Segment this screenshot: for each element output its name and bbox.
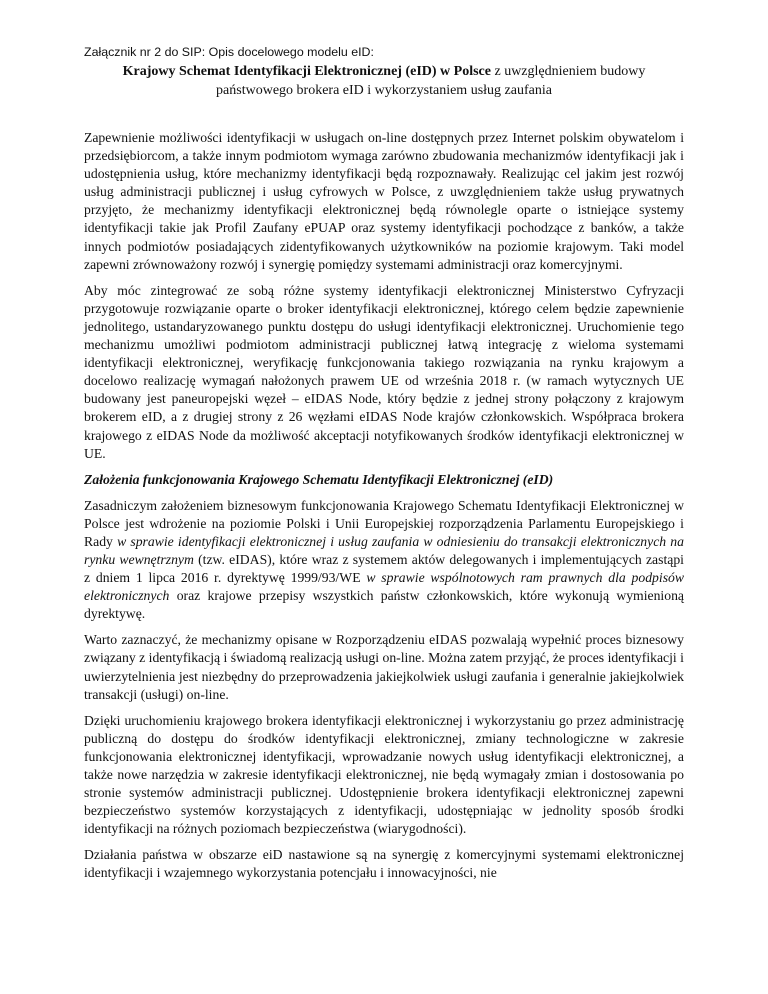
paragraph-eidas-note: Warto zaznaczyć, że mechanizmy opisane w Rozporządzeniu eIDAS pozwalają wypełnić proces biznesowy związany z identyfikacją i świadomą realizacją usługi on-line. Można zatem przyjąć, że proces identyfikacji i uwierzytelnienia jest niezbędny do przeprowadzenia jakiejkolwiek usługi zaufania i generalnie jakiejkolwiek transakcji (usługi) on-line.: [84, 632, 684, 702]
document-title-rest: z uwzględnieniem budowy państwowego brokera eID i wykorzystaniem usług zaufania: [216, 64, 646, 98]
assumptions-italic-1: w sprawie identyfikacji elektronicznej i usług zaufania w odniesieniu do transakcji elektronicznych na rynku wewnętrznym: [84, 533, 684, 567]
document-title-bold: Krajowy Schemat Identyfikacji Elektronicznej (eID) w Polsce: [122, 64, 491, 79]
paragraph-intro: Zapewnienie możliwości identyfikacji w usługach on-line dostępnych przez Internet polskim obywatelom i przedsiębiorcom, a także innym podmiotom wymaga zarówno zbudowania mechanizmów identyfikacji jak i udostępnienia usług, które mechanizmy identyfikacji będą rozpoznawały. Realizując cel jakim jest rozwój usług administracji publicznej i usług cyfrowych w Polsce, z uwzględnieniem także usług prywatnych przyjęto, że mechanizmy identyfikacji elektronicznej będą równolegle oparte o istniejące systemy identyfikacji takie jak Profil Zaufany ePUAP oraz systemy identyfikacji pochodzące z banków, a także innych podmiotów posiadających zidentyfikowanych użytkowników na poziomie krajowym. Taki model zapewni zrównoważony rozwój i synergię pomiędzy systemami administracji oraz komercyjnymi.: [84, 130, 684, 272]
assumptions-text-3: oraz krajowe przepisy wszystkich państw członkowskich, które wykonują wymienioną dyrektywę.: [84, 588, 684, 622]
assumptions-text-1: Zasadniczym założeniem biznesowym funkcjonowania Krajowego Schematu Identyfikacji Elektronicznej w Polsce jest wdrożenie na poziomie Polski i Unii Europejskiej rozporządzenia Parlamentu Europejskiego i Rady: [84, 497, 684, 549]
assumptions-text-2: (tzw. eIDAS), które wraz z systemem aktów delegowanych i implementujących zastąpi z dniem 1 lipca 2016 r. dyrektywę 1999/93/WE: [84, 551, 684, 586]
paragraph-state-actions: Działania państwa w obszarze eiD nastawione są na synergię z komercyjnymi systemami elektronicznej identyfikacji i wzajemnego wykorzystania potencjału i innowacyjności, nie: [84, 847, 684, 881]
paragraph-broker-benefits: Dzięki uruchomieniu krajowego brokera identyfikacji elektronicznej i wykorzystaniu go przez administrację publiczną do dostępu do środków identyfikacji elektronicznej, zmiany technologiczne w zakresie funkcjonowania elektronicznej identyfikacji, wprowadzanie nowych usług identyfikacji elektronicznej, a także nowe narzędzia w zakresie identyfikacji elektronicznej, nie będą wymagały zmian i dostosowania po stronie systemów administracji publicznej. Udostępnienie brokera identyfikacji elektronicznej zapewni bezpieczeństwo systemów korzystających z identyfikacji, udostępniając w jednolity sposób środki identyfikacji na różnych poziomach bezpieczeństwa (wiarygodności).: [84, 712, 684, 837]
paragraph-broker: Aby móc zintegrować ze sobą różne systemy identyfikacji elektronicznej Ministerstwo Cyfryzacji przygotowuje rozwiązanie oparte o broker identyfikacji elektronicznej, którego celem będzie zapewnienie jednolitego, ustandaryzowanego punktu dostępu do usługi identyfikacji elektronicznej. Uruchomienie tego mechanizmu umożliwi podmiotom administracji publicznej łatwą integrację z wieloma systemami identyfikacji elektronicznej, weryfikację funkcjonowania takiego rozwiązania na rynku krajowym a docelowo realizację wymagań nałożonych prawem UE od września 2018 r. (w ramach wytycznych UE budowany jest paneuropejski węzeł – eIDAS Node, który będzie z jednej strony połączony z krajowym brokerem eID, a z drugiej strony z 26 węzłami eIDAS Node krajów członkowskich. Współpraca brokera krajowego z eIDAS Node da możliwość akceptacji notyfikowanych środków identyfikacji elektronicznej w UE.: [84, 282, 684, 461]
section-heading: Założenia funkcjonowania Krajowego Schematu Identyfikacji Elektronicznej (eID): [84, 471, 554, 487]
paragraph-assumptions: [84, 497, 684, 624]
assumptions-italic-2: w sprawie wspólnotowych ram prawnych dla podpisów elektronicznych: [84, 570, 684, 604]
annex-label: Załącznik nr 2 do SIP: Opis docelowego modelu eID:: [84, 45, 374, 59]
document-title: [84, 62, 684, 100]
